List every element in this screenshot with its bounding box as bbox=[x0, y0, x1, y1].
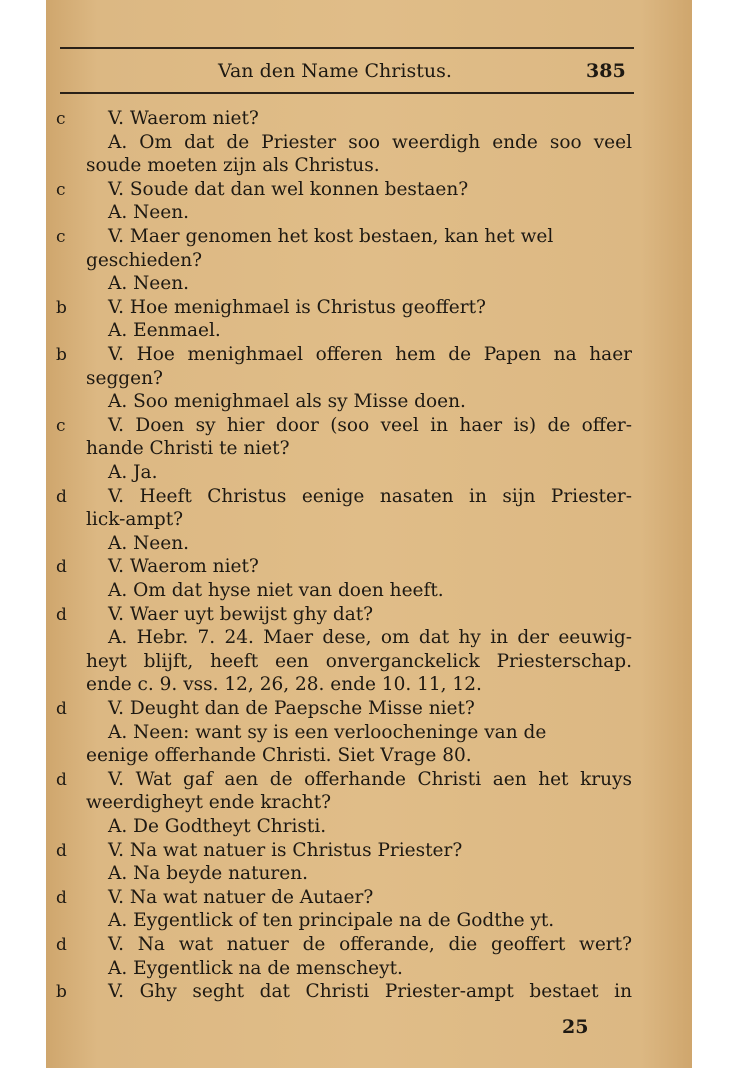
signature-number: 25 bbox=[562, 1016, 589, 1038]
running-title: Van den Name Christus. bbox=[218, 60, 452, 82]
text-line-content: V. Na wat natuer de Autaer? bbox=[108, 886, 374, 908]
text-line bbox=[108, 532, 189, 556]
text-line bbox=[108, 697, 475, 721]
text-line-content: V. Soude dat dan wel konnen bestaen? bbox=[108, 178, 469, 200]
text-line bbox=[108, 768, 632, 792]
page-number: 385 bbox=[586, 60, 626, 82]
text-line bbox=[108, 485, 632, 509]
margin-marker: d bbox=[56, 699, 67, 719]
header-rule-bottom bbox=[60, 92, 634, 94]
text-line bbox=[108, 390, 466, 414]
text-line bbox=[108, 343, 632, 367]
text-line bbox=[86, 249, 202, 273]
text-line bbox=[108, 555, 259, 579]
text-line bbox=[108, 933, 632, 957]
text-line bbox=[86, 367, 163, 391]
header-rule-top bbox=[60, 47, 634, 49]
margin-marker: b bbox=[56, 297, 67, 318]
margin-marker: b bbox=[56, 345, 67, 365]
text-line bbox=[108, 461, 157, 485]
text-line-content: A. Na beyde naturen. bbox=[108, 863, 309, 885]
text-line bbox=[86, 437, 289, 461]
text-line-content: V. Ghy seght dat Christi Priester-ampt bestaet in bbox=[108, 981, 632, 1003]
margin-marker: d bbox=[56, 935, 67, 955]
text-line-content: V. Waer uyt bewijst ghy dat? bbox=[108, 603, 374, 625]
text-line bbox=[108, 815, 326, 839]
text-line-content: A. Ja. bbox=[108, 462, 158, 483]
text-line-content: heyt blijft, heeft een onverganckelick Priesterschap. bbox=[86, 650, 632, 672]
text-line-content: A. Eenmael. bbox=[108, 320, 221, 342]
text-line-content: lick-ampt? bbox=[86, 509, 184, 531]
text-line-content: A. Soo menighmael als sy Misse doen. bbox=[108, 391, 466, 413]
text-line-content: V. Waerom niet? bbox=[108, 108, 259, 129]
text-line-content: A. Eygentlick of ten principale na de Godthe yt. bbox=[108, 910, 555, 932]
text-line-content: A. Neen. bbox=[108, 273, 190, 295]
text-line-content: A. Om dat hyse niet van doen heeft. bbox=[108, 580, 444, 601]
text-line-content: A. Eygentlick na de menscheyt. bbox=[108, 957, 403, 979]
text-line-content: A. Om dat de Priester soo weerdigh ende soo veel bbox=[108, 131, 632, 153]
margin-marker: d bbox=[56, 769, 67, 790]
text-line bbox=[108, 886, 373, 910]
text-line bbox=[108, 414, 632, 438]
text-line bbox=[108, 862, 308, 886]
text-line bbox=[108, 319, 221, 343]
text-line-content: A. Neen. bbox=[108, 202, 190, 224]
text-line bbox=[108, 201, 189, 225]
text-line bbox=[86, 791, 331, 815]
text-line bbox=[108, 603, 373, 627]
book-page bbox=[46, 0, 692, 1068]
text-line-content: V. Maer genomen het kost bestaen, kan het wel bbox=[108, 226, 554, 247]
text-line bbox=[108, 839, 462, 863]
text-line bbox=[108, 721, 546, 745]
text-line-content: geschieden? bbox=[86, 249, 203, 271]
text-line-content: V. Heeft Christus eenige nasaten in sijn Priester- bbox=[108, 485, 632, 507]
text-line-content: V. Doen sy hier door (soo veel in haer is) de offer- bbox=[108, 414, 632, 436]
margin-marker: b bbox=[56, 982, 67, 1003]
text-line bbox=[108, 980, 632, 1004]
text-line bbox=[108, 178, 468, 202]
text-line-content: eenige offerhande Christi. Siet Vrage 80. bbox=[86, 745, 472, 767]
margin-marker: d bbox=[56, 840, 67, 861]
margin-marker: d bbox=[56, 887, 67, 908]
text-line bbox=[86, 673, 482, 697]
text-line bbox=[108, 131, 632, 155]
text-line-content: A. Neen. bbox=[108, 532, 190, 554]
text-line-content: soude moeten zijn als Christus. bbox=[86, 155, 380, 177]
text-line-content: seggen? bbox=[86, 367, 163, 389]
text-line-content: V. Na wat natuer de offerande, die geoffert wert? bbox=[108, 934, 632, 955]
margin-marker: c bbox=[56, 227, 66, 247]
text-line bbox=[108, 579, 444, 603]
text-line bbox=[86, 650, 632, 674]
text-line-content: A. Hebr. 7. 24. Maer dese, om dat hy in der eeuwig- bbox=[108, 627, 632, 649]
text-line-content: V. Waerom niet? bbox=[108, 556, 259, 578]
text-line bbox=[108, 296, 486, 320]
text-line bbox=[108, 626, 632, 650]
text-line bbox=[108, 909, 554, 933]
text-line-content: V. Hoe menighmael is Christus geoffert? bbox=[108, 296, 486, 318]
margin-marker: d bbox=[56, 557, 67, 578]
text-line bbox=[108, 272, 189, 296]
margin-marker: c bbox=[56, 415, 66, 436]
margin-marker: d bbox=[56, 486, 67, 507]
text-line-content: A. De Godtheyt Christi. bbox=[108, 816, 327, 837]
text-line bbox=[108, 225, 553, 249]
text-line-content: A. Neen: want sy is een verloocheninge van de bbox=[108, 721, 547, 743]
text-line-content: ende c. 9. vss. 12, 26, 28. ende 10. 11, 12. bbox=[86, 674, 482, 696]
text-line-content: V. Deught dan de Paepsche Misse niet? bbox=[108, 698, 475, 719]
margin-marker: d bbox=[56, 604, 67, 625]
text-line-content: hande Christi te niet? bbox=[86, 438, 290, 460]
text-line-content: V. Na wat natuer is Christus Priester? bbox=[108, 839, 463, 861]
text-line bbox=[108, 957, 403, 981]
margin-marker: c bbox=[56, 179, 66, 200]
text-line bbox=[86, 508, 183, 532]
text-line-content: V. Wat gaf aen de offerhande Christi aen het kruys bbox=[108, 768, 632, 790]
text-line-content: weerdigheyt ende kracht? bbox=[86, 792, 332, 814]
text-line-content: V. Hoe menighmael offeren hem de Papen na haer bbox=[108, 344, 632, 365]
text-line bbox=[108, 107, 259, 131]
text-line bbox=[86, 154, 380, 178]
margin-marker: c bbox=[56, 109, 66, 129]
text-line bbox=[86, 744, 472, 768]
